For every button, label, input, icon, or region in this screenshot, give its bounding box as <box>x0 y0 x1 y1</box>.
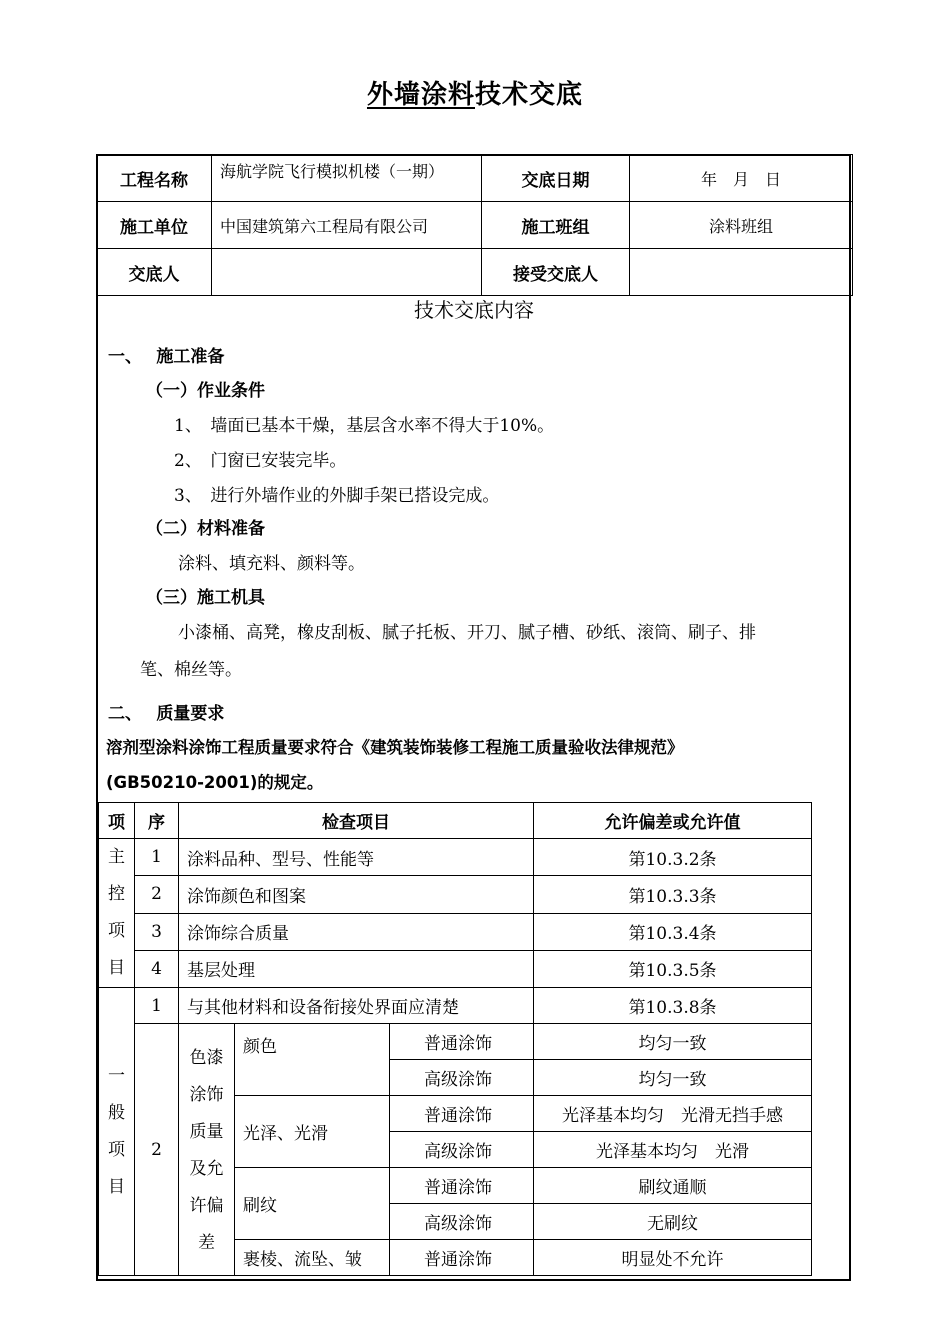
row-seq: 1 <box>135 988 179 1024</box>
requirement-text-line-2: (GB50210-2001)的规定。 <box>106 773 324 792</box>
grade-cell: 普通涂饰 <box>390 1096 534 1132</box>
project-name-label: 工程名称 <box>97 155 212 202</box>
col-seq-header: 序 <box>135 803 179 839</box>
row-seq: 1 <box>135 839 179 876</box>
section-2-heading: 二、 质量要求 <box>108 704 225 724</box>
team-value: 涂料班组 <box>630 202 853 249</box>
sub-item-label: 刷纹 <box>235 1168 390 1240</box>
tools-text-line-2: 笔、棉丝等。 <box>140 660 242 680</box>
grade-value: 均匀一致 <box>534 1060 812 1096</box>
requirement-text-line-1: 溶剂型涂料涂饰工程质量要求符合《建筑装饰装修工程施工质量验收法律规范》 <box>106 738 684 757</box>
grade-value: 明显处不允许 <box>534 1240 812 1276</box>
sub-item-label: 光泽、光滑 <box>235 1096 390 1168</box>
row-check: 与其他材料和设备衔接处界面应清楚 <box>179 988 534 1024</box>
grade-cell: 高级涂饰 <box>390 1132 534 1168</box>
subsection-3-heading: （三）施工机具 <box>146 588 265 608</box>
row-allow: 第10.3.8条 <box>534 988 812 1024</box>
unit-value: 中国建筑第六工程局有限公司 <box>212 202 482 249</box>
quality-table-header <box>99 803 812 839</box>
grade-value: 无刷纹 <box>534 1204 812 1240</box>
table-row <box>99 913 812 950</box>
table-row <box>99 950 812 987</box>
row-seq: 3 <box>135 913 179 950</box>
paint-quality-label-cell: 色漆涂饰质量及允许偏差 <box>179 1024 235 1276</box>
date-label: 交底日期 <box>482 155 630 202</box>
table-row <box>99 839 812 876</box>
grade-cell: 普通涂饰 <box>390 1168 534 1204</box>
main-group-cell: 主控项目 <box>99 839 135 988</box>
row-allow: 第10.3.5条 <box>534 950 812 987</box>
grade-cell: 普通涂饰 <box>390 1024 534 1060</box>
section-1-heading: 一、 施工准备 <box>108 347 225 367</box>
condition-item-2: 2、 门窗已安装完毕。 <box>174 451 347 471</box>
row-check: 涂饰颜色和图案 <box>179 876 534 913</box>
grade-cell: 高级涂饰 <box>390 1060 534 1096</box>
grade-value: 光泽基本均匀 光滑 <box>534 1132 812 1168</box>
team-label: 施工班组 <box>482 202 630 249</box>
project-name-value: 海航学院飞行模拟机楼（一期） <box>212 155 482 202</box>
date-value: 年 月 日 <box>630 155 853 202</box>
row-allow: 第10.3.4条 <box>534 913 812 950</box>
sub-item-label: 颜色 <box>235 1024 390 1096</box>
row-seq: 4 <box>135 950 179 987</box>
title-rest: 技术交底 <box>475 80 584 110</box>
row-allow: 第10.3.2条 <box>534 839 812 876</box>
row-allow: 第10.3.3条 <box>534 876 812 913</box>
quality-table <box>98 802 812 1276</box>
content-title: 技术交底内容 <box>414 298 534 322</box>
grade-value: 均匀一致 <box>534 1024 812 1060</box>
general-group-cell: 一般项目 <box>99 988 135 1276</box>
subsection-1-heading: （一）作业条件 <box>146 381 265 401</box>
condition-item-1: 1、 墙面已基本干燥，基层含水率不得大于10%。 <box>174 416 555 436</box>
table-row <box>99 1024 812 1060</box>
grade-value: 光泽基本均匀 光滑无挡手感 <box>534 1096 812 1132</box>
row-check: 涂料品种、型号、性能等 <box>179 839 534 876</box>
col-item-header: 项 <box>99 803 135 839</box>
header-table <box>96 154 853 296</box>
presenter-label: 交底人 <box>97 249 212 296</box>
receiver-value <box>630 249 853 296</box>
sub-item-label: 裹棱、流坠、皱 <box>235 1240 390 1276</box>
subsection-2-heading: （二）材料准备 <box>146 519 265 539</box>
document-title <box>0 74 950 111</box>
table-row <box>99 988 812 1024</box>
unit-label: 施工单位 <box>97 202 212 249</box>
row-seq: 2 <box>135 1024 179 1276</box>
condition-item-3: 3、 进行外墙作业的外脚手架已搭设完成。 <box>174 486 500 506</box>
col-allow-header: 允许偏差或允许值 <box>534 803 812 839</box>
receiver-label: 接受交底人 <box>482 249 630 296</box>
grade-value: 刷纹通顺 <box>534 1168 812 1204</box>
grade-cell: 高级涂饰 <box>390 1204 534 1240</box>
col-check-header: 检查项目 <box>179 803 534 839</box>
row-check: 基层处理 <box>179 950 534 987</box>
row-check: 涂饰综合质量 <box>179 913 534 950</box>
row-seq: 2 <box>135 876 179 913</box>
tools-text-line-1: 小漆桶、高凳，橡皮刮板、腻子托板、开刀、腻子槽、砂纸、滚筒、刷子、排 <box>178 623 756 643</box>
title-underlined: 外墙涂料 <box>366 80 475 110</box>
materials-text: 涂料、填充料、颜料等。 <box>178 554 365 574</box>
grade-cell: 普通涂饰 <box>390 1240 534 1276</box>
presenter-value <box>212 249 482 296</box>
table-row <box>99 876 812 913</box>
